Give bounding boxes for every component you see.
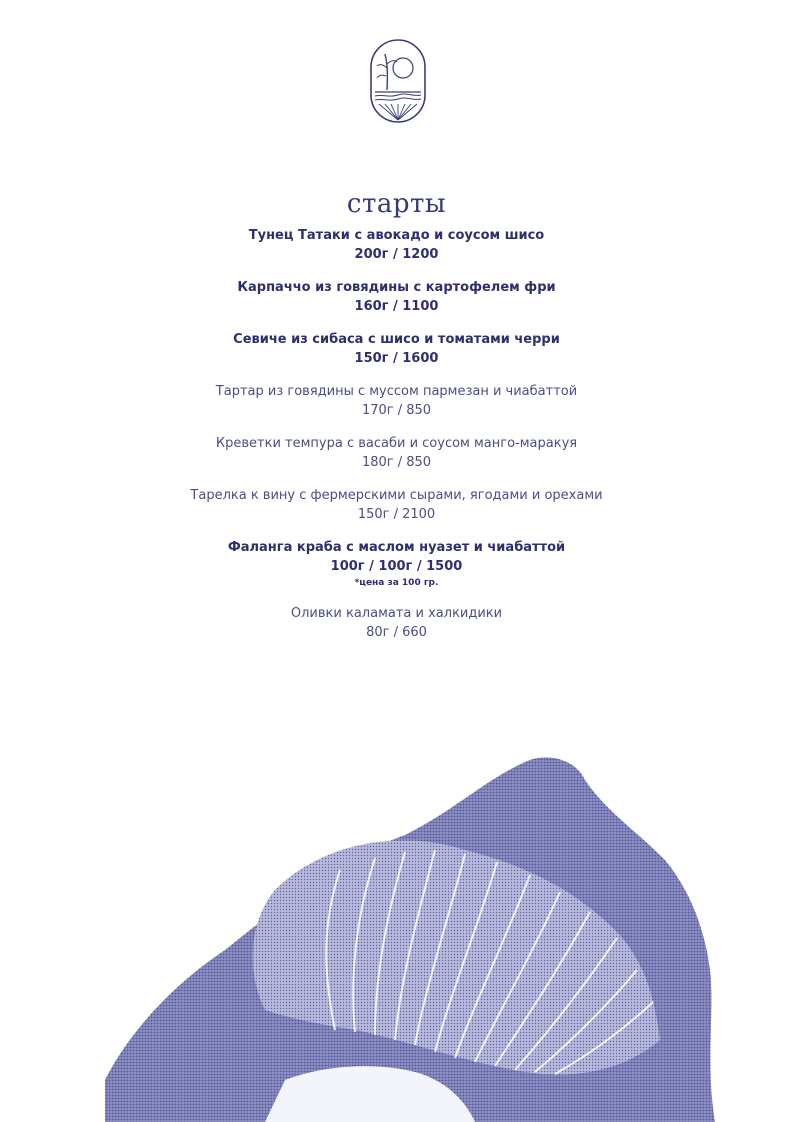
menu-item-note: *цена за 100 гр. — [354, 578, 439, 588]
menu-item-price: 200г / 1200 — [354, 247, 439, 262]
menu-item-price: 80г / 660 — [366, 625, 427, 640]
section-title: старты — [346, 189, 447, 219]
menu-item-name: Карпаччо из говядины с картофелем фри — [237, 280, 556, 295]
menu-item-price: 180г / 850 — [361, 455, 432, 470]
menu-item — [0, 434, 793, 472]
menu-item — [0, 382, 793, 420]
mushroom-illustration — [105, 740, 715, 1122]
menu-list — [0, 226, 793, 656]
restaurant-logo — [369, 38, 427, 124]
menu-item — [0, 538, 793, 590]
menu-item-name: Севиче из сибаса с шисо и томатами черри — [233, 332, 560, 347]
menu-item-price: 160г / 1100 — [354, 299, 439, 314]
menu-item-name: Фаланга краба с маслом нуазет и чиабаттой — [227, 540, 566, 555]
menu-item-price: 170г / 850 — [361, 403, 432, 418]
menu-item-name: Тунец Татаки с авокадо и соусом шисо — [248, 228, 545, 243]
menu-item — [0, 330, 793, 368]
menu-item — [0, 226, 793, 264]
menu-item — [0, 604, 793, 642]
menu-item-name: Креветки темпура с васаби и соусом манго-маракуя — [215, 436, 578, 451]
menu-item — [0, 278, 793, 316]
menu-item-price: 150г / 1600 — [354, 351, 439, 366]
menu-item-name: Оливки каламата и халкидики — [290, 606, 503, 621]
menu-item-name: Тарелка к вину с фермерскими сырами, ягодами и орехами — [190, 488, 603, 503]
menu-item-price: 150г / 2100 — [357, 507, 436, 522]
menu-item — [0, 486, 793, 524]
menu-item-name: Тартар из говядины с муссом пармезан и чиабаттой — [215, 384, 578, 399]
menu-item-price: 100г / 100г / 1500 — [330, 559, 463, 574]
